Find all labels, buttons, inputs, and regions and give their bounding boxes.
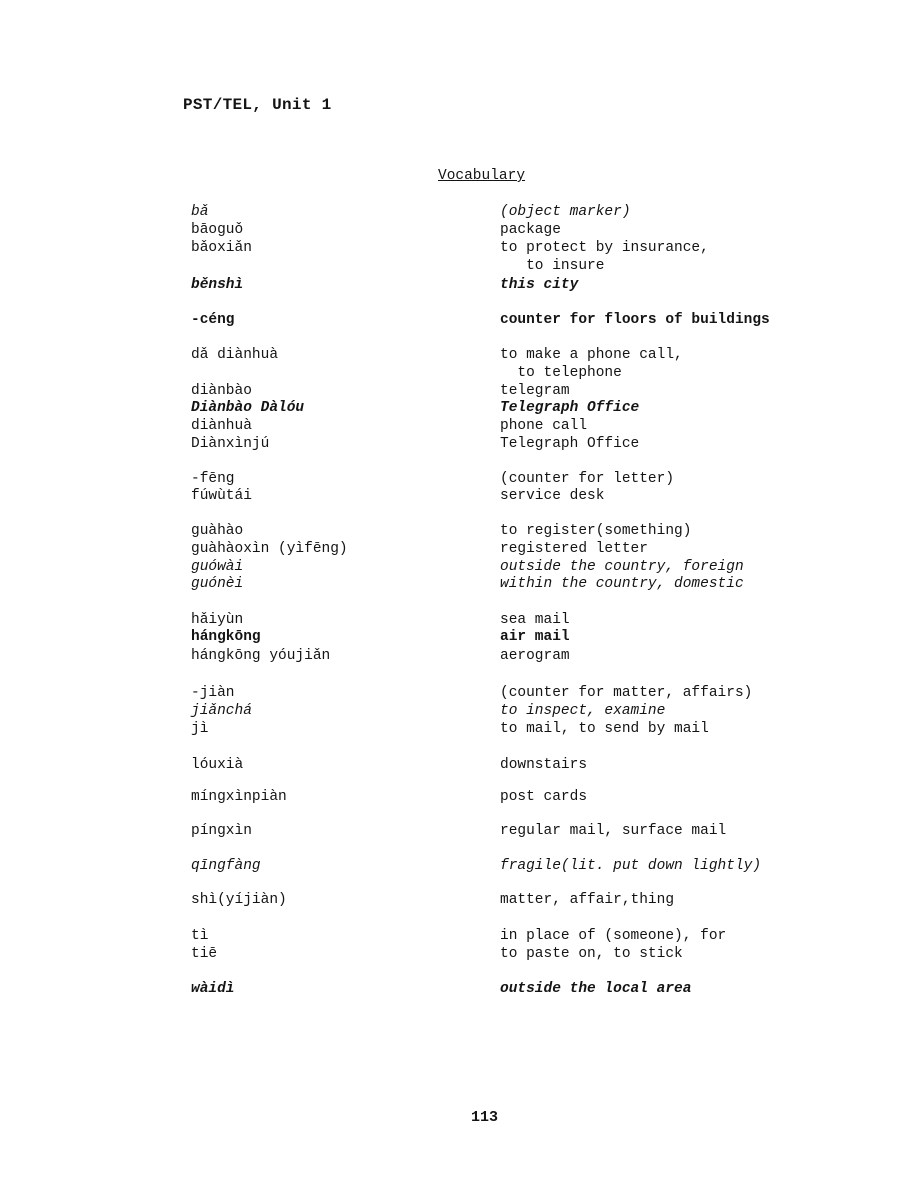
- entry-term: tiē: [191, 946, 218, 962]
- entry-gloss: to paste on, to stick: [500, 946, 683, 962]
- entry-gloss: package: [500, 222, 561, 238]
- entry-term: píngxìn: [191, 823, 252, 839]
- entry-gloss: air mail: [500, 629, 570, 645]
- entry-term: míngxìnpiàn: [191, 789, 287, 805]
- entry-term: běnshì: [191, 277, 244, 293]
- entry-gloss: aerogram: [500, 648, 570, 664]
- entry-term: -jiàn: [191, 685, 235, 701]
- entry-term: guówài: [191, 559, 244, 575]
- vocabulary-title: Vocabulary: [438, 168, 526, 184]
- entry-term: tì: [191, 928, 209, 944]
- entry-gloss: registered letter: [500, 541, 648, 557]
- entry-gloss: Telegraph Office: [500, 400, 640, 416]
- entry-gloss: regular mail, surface mail: [500, 823, 727, 839]
- entry-term: guónèi: [191, 576, 244, 592]
- entry-term: hǎiyùn: [191, 612, 244, 628]
- entry-term: lóuxià: [191, 757, 244, 773]
- entry-term: dǎ diànhuà: [191, 347, 279, 363]
- entry-gloss: matter, affair,thing: [500, 892, 675, 908]
- entry-term: fúwùtái: [191, 488, 252, 504]
- entry-gloss: phone call: [500, 418, 588, 434]
- entry-term: jiǎnchá: [191, 703, 252, 719]
- entry-gloss: to make a phone call, to telephone: [500, 347, 683, 381]
- entry-gloss: fragile(lit. put down lightly): [500, 858, 762, 874]
- entry-gloss: telegram: [500, 383, 570, 399]
- entry-gloss: sea mail: [500, 612, 570, 628]
- entry-term: hángkōng yóujiǎn: [191, 648, 331, 664]
- entry-term: shì(yíjiàn): [191, 892, 287, 908]
- entry-term: diànbào: [191, 383, 252, 399]
- entry-gloss: post cards: [500, 789, 588, 805]
- entry-term: jì: [191, 721, 209, 737]
- entry-term: Diànbào Dàlóu: [191, 400, 305, 416]
- entry-gloss: Telegraph Office: [500, 436, 640, 452]
- entry-gloss: outside the local area: [500, 981, 692, 997]
- entry-gloss: outside the country, foreign: [500, 559, 744, 575]
- unit-header: PST/TEL, Unit 1: [183, 96, 332, 114]
- entry-gloss: downstairs: [500, 757, 588, 773]
- entry-term: -fēng: [191, 471, 235, 487]
- entry-term: wàidì: [191, 981, 235, 997]
- entry-term: diànhuà: [191, 418, 252, 434]
- entry-term: hángkōng: [191, 629, 261, 645]
- entry-term: bǎ: [191, 204, 209, 220]
- entry-term: bāoguǒ: [191, 222, 244, 238]
- entry-term: qīngfàng: [191, 858, 261, 874]
- entry-gloss: to mail, to send by mail: [500, 721, 709, 737]
- entry-gloss: counter for floors of buildings: [500, 312, 770, 328]
- entry-gloss: (counter for letter): [500, 471, 675, 487]
- entry-gloss: to inspect, examine: [500, 703, 666, 719]
- entry-gloss: to protect by insurance, to insure: [500, 240, 709, 274]
- entry-gloss: in place of (someone), for: [500, 928, 727, 944]
- entry-gloss: (object marker): [500, 204, 631, 220]
- entry-gloss: (counter for matter, affairs): [500, 685, 753, 701]
- entry-term: -céng: [191, 312, 235, 328]
- entry-gloss: within the country, domestic: [500, 576, 744, 592]
- entry-gloss: to register(something): [500, 523, 692, 539]
- entry-term: bǎoxiǎn: [191, 240, 252, 256]
- entry-term: guàhàoxìn (yìfēng): [191, 541, 348, 557]
- entry-gloss: this city: [500, 277, 579, 293]
- entry-gloss: service desk: [500, 488, 605, 504]
- entry-term: Diànxìnjú: [191, 436, 270, 452]
- entry-term: guàhào: [191, 523, 244, 539]
- page-number: 113: [471, 1109, 499, 1126]
